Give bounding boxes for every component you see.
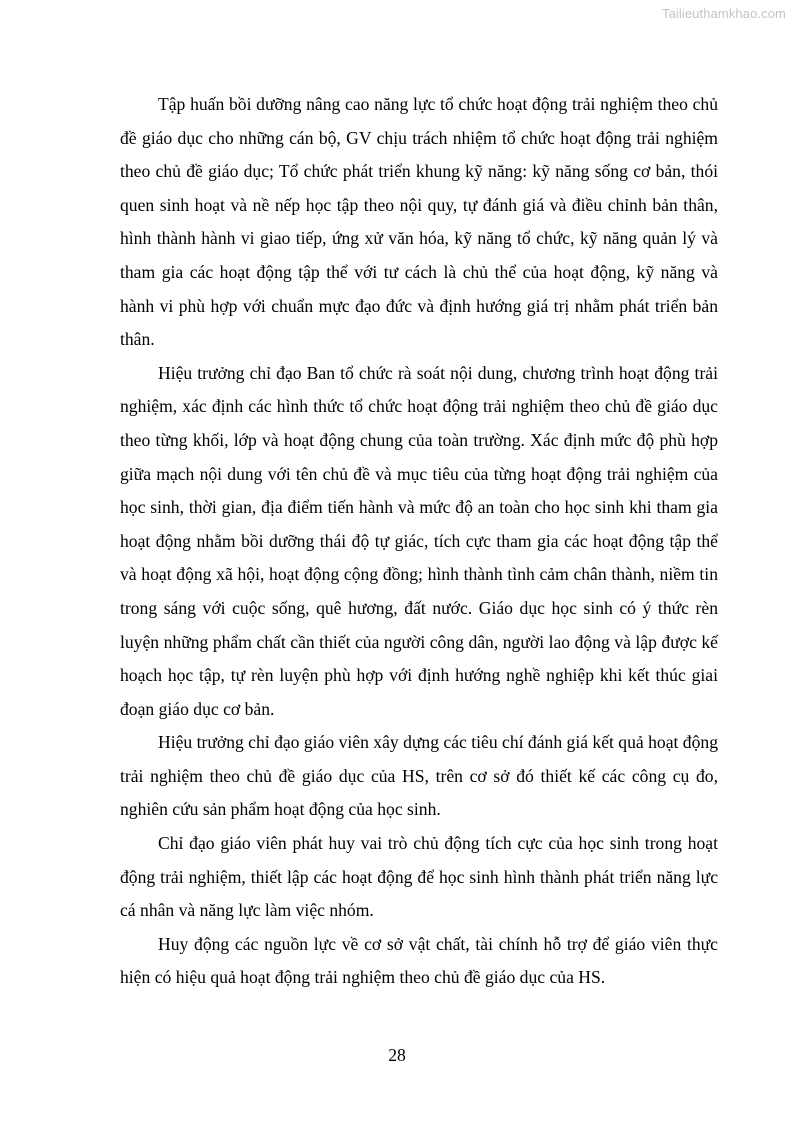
paragraph-evaluation-criteria: Hiệu trưởng chỉ đạo giáo viên xây dựng các tiêu chí đánh giá kết quả hoạt động trải nghiệm theo chủ đề giáo dục của HS, trên cơ sở đó thiết kế các công cụ đo, nghiên cứu sản phẩm hoạt động của học sinh. xyxy=(120,732,718,820)
paragraph-review-program: Hiệu trưởng chỉ đạo Ban tổ chức rà soát nội dung, chương trình hoạt động trải nghiệm, xác định các hình thức tổ chức hoạt động trải nghiệm theo chủ đề giáo dục theo từng khối, lớp và hoạt động chung của toàn trường. Xác định mức độ phù hợp giữa mạch nội dung với tên chủ đề và mục tiêu của từng hoạt động trải nghiệm của học sinh, thời gian, địa điểm tiến hành và mức độ an toàn cho học sinh khi tham gia hoạt động nhằm bồi dưỡng thái độ tự giác, tích cực tham gia các hoạt động tập thể và hoạt động xã hội, hoạt động cộng đồng; hình thành tình cảm chân thành, niềm tin trong sáng với cuộc sống, quê hương, đất nước. Giáo dục học sinh có ý thức rèn luyện những phẩm chất cần thiết của người công dân, người lao động và lập được kế hoạch học tập, tự rèn luyện phù hợp với định hướng nghề nghiệp khi kết thúc giai đoạn giáo dục cơ bản. xyxy=(120,362,718,719)
paragraph-training: Tập huấn bồi dưỡng nâng cao năng lực tổ chức hoạt động trải nghiệm theo chủ đề giáo dục cho những cán bộ, GV chịu trách nhiệm tổ chức hoạt động trải nghiệm theo chủ đề giáo dục; Tổ chức phát triển khung kỹ năng: kỹ năng sống cơ bản, thói quen sinh hoạt và nề nếp học tập theo nội quy, tự đánh giá và điều chỉnh bản thân, hình thành hành vi giao tiếp, ứng xử văn hóa, kỹ năng tổ chức, kỹ năng quản lý và tham gia các hoạt động tập thể với tư cách là chủ thể của hoạt động, kỹ năng và hành vi phù hợp với chuẩn mực đạo đức và định hướng giá trị nhằm phát triển bản thân. xyxy=(120,94,718,350)
paragraph-student-role: Chỉ đạo giáo viên phát huy vai trò chủ động tích cực của học sinh trong hoạt động trải nghiệm, thiết lập các hoạt động để học sinh hình thành phát triển năng lực cá nhân và năng lực làm việc nhóm. xyxy=(120,833,718,921)
page-number: 28 xyxy=(388,1045,406,1065)
paragraph-resources: Huy động các nguồn lực về cơ sở vật chất, tài chính hỗ trợ để giáo viên thực hiện có hiệu quả hoạt động trải nghiệm theo chủ đề giáo dục của HS. xyxy=(120,933,718,988)
document-body xyxy=(120,88,718,995)
watermark: Tailieuthamkhao.com xyxy=(661,6,786,21)
